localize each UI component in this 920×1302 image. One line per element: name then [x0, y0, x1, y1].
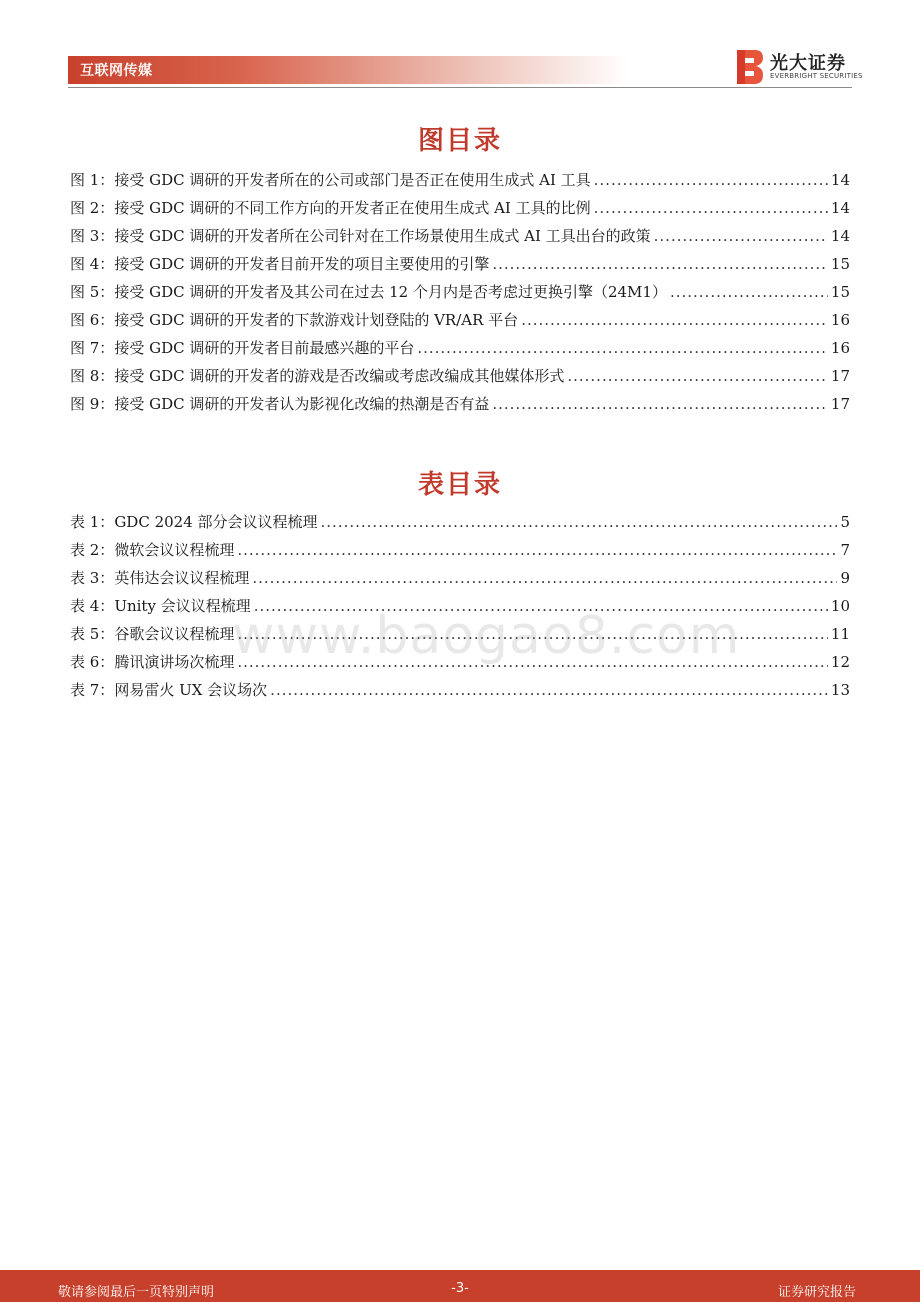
- toc-entry[interactable]: [70, 508, 850, 536]
- toc-entry-number: 图 4：: [70, 255, 115, 273]
- toc-entry[interactable]: [70, 334, 850, 362]
- toc-entry-page: 16: [830, 339, 850, 357]
- toc-entry[interactable]: [70, 362, 850, 390]
- toc-entry-number: 图 5：: [70, 283, 115, 301]
- toc-entry-number: 表 2：: [70, 541, 115, 559]
- toc-leader-dots: [492, 250, 828, 278]
- tables-toc-heading: 表目录: [417, 470, 502, 500]
- toc-leader-dots: [654, 222, 828, 250]
- toc-entry-number: 图 8：: [70, 367, 115, 385]
- figures-toc-heading: 图目录: [417, 126, 502, 156]
- toc-entry-page: 9: [840, 569, 850, 587]
- toc-leader-dots: [492, 390, 828, 418]
- toc-entry-page: 17: [830, 367, 850, 385]
- toc-entry-number: 表 4：: [70, 597, 115, 615]
- toc-entry-title: Unity 会议议程梳理: [114, 597, 251, 615]
- toc-entry-page: 10: [830, 597, 850, 615]
- toc-leader-dots: [594, 166, 828, 194]
- figures-toc-list: [70, 166, 850, 418]
- everbright-logo-icon: [737, 50, 763, 84]
- toc-entry-title: 接受 GDC 调研的开发者的下款游戏计划登陆的 VR/AR 平台: [114, 311, 519, 329]
- toc-entry-number: 表 6：: [70, 653, 115, 671]
- toc-leader-dots: [237, 648, 828, 676]
- toc-entry-title: GDC 2024 部分会议议程梳理: [114, 513, 318, 531]
- toc-entry-title: 谷歌会议议程梳理: [114, 625, 235, 643]
- toc-entry[interactable]: [70, 166, 850, 194]
- toc-entry-page: 5: [840, 513, 850, 531]
- toc-entry-number: 表 5：: [70, 625, 115, 643]
- toc-entry-title: 微软会议议程梳理: [114, 541, 235, 559]
- watermark: www.baogao8.com: [232, 606, 741, 666]
- toc-entry-page: 11: [830, 625, 850, 643]
- toc-leader-dots: [252, 564, 837, 592]
- toc-entry[interactable]: [70, 648, 850, 676]
- footer-disclaimer: 敬请参阅最后一页特别声明: [58, 1285, 215, 1300]
- toc-entry-number: 表 1：: [70, 513, 115, 531]
- toc-entry-page: 15: [830, 283, 850, 301]
- toc-entry-title: 接受 GDC 调研的开发者所在公司针对在工作场景使用生成式 AI 工具出台的政策: [114, 227, 651, 245]
- toc-entry-title: 腾讯演讲场次梳理: [114, 653, 235, 671]
- toc-leader-dots: [417, 334, 828, 362]
- toc-entry-page: 15: [830, 255, 850, 273]
- toc-entry-page: 13: [830, 681, 850, 699]
- toc-entry-number: 图 7：: [70, 339, 115, 357]
- toc-entry[interactable]: [70, 278, 850, 306]
- tables-toc-list: [70, 508, 850, 704]
- toc-entry-title: 接受 GDC 调研的不同工作方向的开发者正在使用生成式 AI 工具的比例: [114, 199, 591, 217]
- toc-entry-page: 14: [830, 227, 850, 245]
- brand-name: 光大证券: [770, 53, 846, 74]
- toc-entry-title: 网易雷火 UX 会议场次: [114, 681, 268, 699]
- toc-entry[interactable]: [70, 306, 850, 334]
- header-divider: [68, 87, 852, 88]
- toc-entry-number: 图 9：: [70, 395, 115, 413]
- toc-entry[interactable]: [70, 222, 850, 250]
- toc-entry[interactable]: [70, 250, 850, 278]
- toc-leader-dots: [270, 676, 828, 704]
- toc-entry-title: 接受 GDC 调研的开发者的游戏是否改编或考虑改编成其他媒体形式: [114, 367, 565, 385]
- toc-entry-number: 图 1：: [70, 171, 115, 189]
- toc-entry-title: 接受 GDC 调研的开发者及其公司在过去 12 个月内是否考虑过更换引擎（24M1）: [114, 283, 667, 301]
- toc-entry[interactable]: [70, 194, 850, 222]
- toc-entry-page: 14: [830, 171, 850, 189]
- toc-leader-dots: [594, 194, 828, 222]
- toc-entry-number: 表 3：: [70, 569, 115, 587]
- toc-entry-page: 14: [830, 199, 850, 217]
- footer-doc-type: 证券研究报告: [777, 1285, 856, 1300]
- toc-entry-title: 英伟达会议议程梳理: [114, 569, 250, 587]
- brand-logo: [737, 48, 863, 84]
- toc-leader-dots: [670, 278, 828, 306]
- toc-entry[interactable]: [70, 564, 850, 592]
- toc-entry-title: 接受 GDC 调研的开发者所在的公司或部门是否正在使用生成式 AI 工具: [114, 171, 591, 189]
- toc-entry-number: 表 7：: [70, 681, 115, 699]
- toc-entry-title: 接受 GDC 调研的开发者认为影视化改编的热潮是否有益: [114, 395, 490, 413]
- toc-leader-dots: [237, 536, 837, 564]
- toc-entry-title: 接受 GDC 调研的开发者目前最感兴趣的平台: [114, 339, 415, 357]
- toc-entry-page: 17: [830, 395, 850, 413]
- toc-entry-page: 12: [830, 653, 850, 671]
- toc-entry[interactable]: [70, 620, 850, 648]
- toc-entry[interactable]: [70, 676, 850, 704]
- toc-entry-page: 16: [830, 311, 850, 329]
- toc-entry-title: 接受 GDC 调研的开发者目前开发的项目主要使用的引擎: [114, 255, 490, 273]
- toc-leader-dots: [254, 592, 828, 620]
- toc-entry-number: 图 3：: [70, 227, 115, 245]
- toc-leader-dots: [567, 362, 828, 390]
- toc-entry[interactable]: [70, 536, 850, 564]
- toc-entry-number: 图 2：: [70, 199, 115, 217]
- page-number: -3-: [451, 1281, 469, 1296]
- toc-leader-dots: [521, 306, 828, 334]
- toc-leader-dots: [237, 620, 828, 648]
- toc-entry-number: 图 6：: [70, 311, 115, 329]
- toc-entry[interactable]: [70, 390, 850, 418]
- section-label: 互联网传媒: [80, 63, 153, 79]
- toc-leader-dots: [321, 508, 838, 536]
- brand-name-en: EVERBRIGHT SECURITIES: [770, 72, 863, 80]
- toc-entry[interactable]: [70, 592, 850, 620]
- toc-entry-page: 7: [840, 541, 850, 559]
